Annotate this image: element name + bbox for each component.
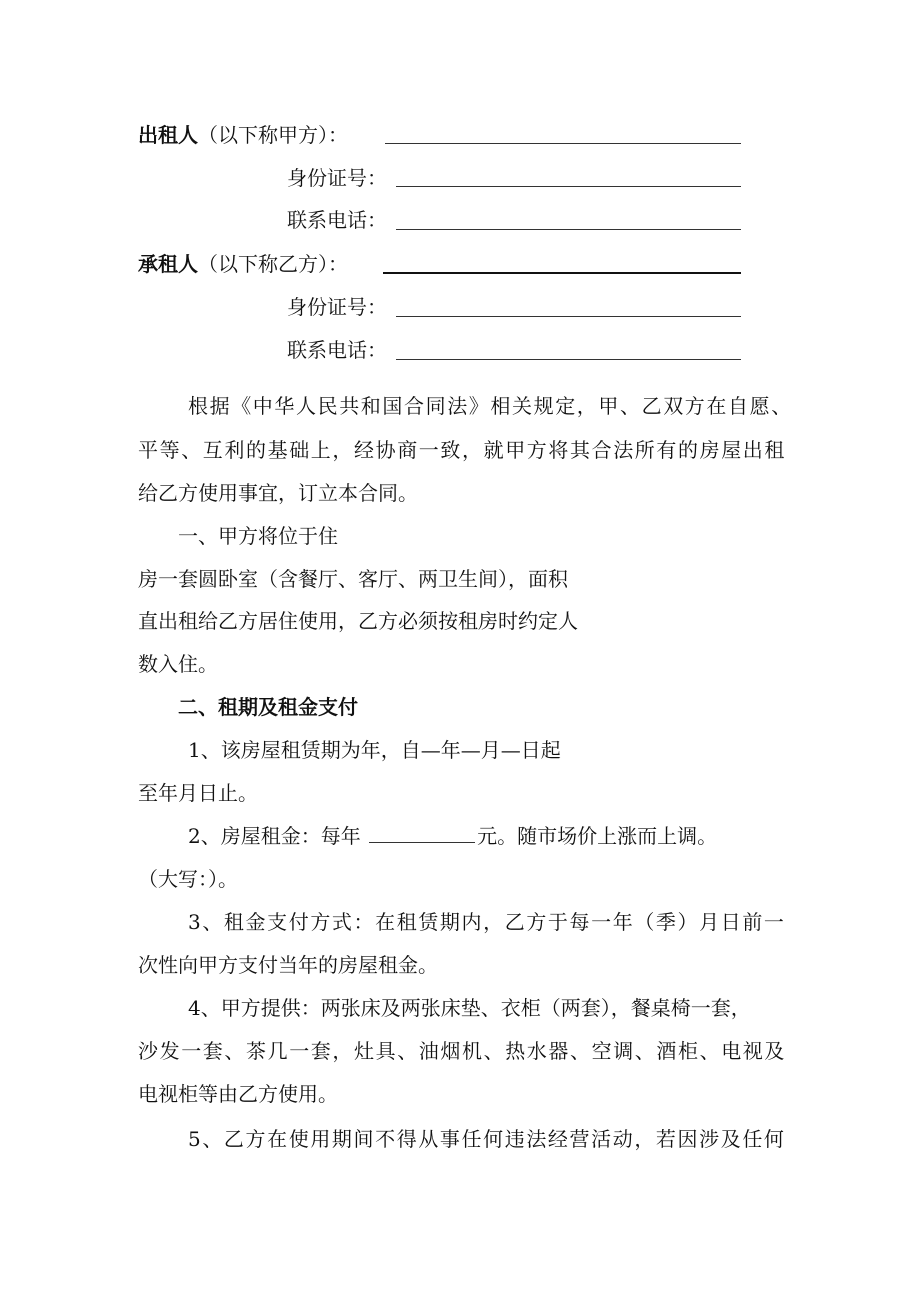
lessor-name-field[interactable] (385, 143, 741, 144)
section2-item2-line1 (188, 824, 717, 848)
lessee-id-label: 身份证号： (287, 295, 387, 319)
section2-item1-line1: 1、该房屋租赁期为年，自—年—月—日起 (188, 738, 561, 762)
lessor-id-field[interactable] (396, 186, 741, 187)
section2-item3-line1: 3、租金支付方式：在租赁期内，乙方于每一年（季）月日前一 (188, 910, 786, 934)
lessee-name-field[interactable] (383, 272, 741, 274)
lessee-phone-label: 联系电话： (287, 338, 387, 362)
section1-line-1: 一、甲方将位于住 (178, 524, 338, 548)
section1-line-2: 房一套圆卧室（含餐厅、客厅、两卫生间），面积 (138, 567, 568, 591)
lessor-phone-field[interactable] (396, 229, 741, 230)
section2-item1-line2: 至年月日止。 (138, 781, 258, 805)
section1-line-3: 直出租给乙方居住使用，乙方必须按租房时约定人 (138, 609, 578, 633)
lessor-phone-label: 联系电话： (287, 208, 387, 232)
preamble-line-2: 平等、互利的基础上，经协商一致，就甲方将其合法所有的房屋出租 (138, 438, 786, 462)
lessor-suffix: （以下称甲方）： (198, 123, 348, 147)
lessee-line (138, 252, 348, 276)
lessee-phone-field[interactable] (396, 359, 741, 360)
lessee-suffix: （以下称乙方）： (198, 252, 348, 276)
section2-item3-line2: 次性向甲方支付当年的房屋租金。 (138, 953, 438, 977)
section1-line-4: 数入住。 (138, 652, 218, 676)
section2-item2-line2: （大写：）。 (138, 867, 238, 891)
lessor-line (138, 123, 348, 147)
section2-item4-line2: 沙发一套、茶几一套，灶具、油烟机、热水器、空调、酒柜、电视及 (138, 1039, 786, 1063)
lessor-id-label: 身份证号： (287, 166, 387, 190)
section2-item5-line1: 5、乙方在使用期间不得从事任何违法经营活动，若因涉及任何 (188, 1127, 786, 1151)
annual-rent-field[interactable] (369, 824, 475, 843)
lessor-label: 出租人 (138, 123, 198, 147)
preamble-line-1: 根据《中华人民共和国合同法》相关规定，甲、乙双方在自愿、 (188, 394, 793, 418)
lessee-id-field[interactable] (396, 316, 741, 317)
preamble-line-3: 给乙方使用事宜，订立本合同。 (138, 481, 418, 505)
lessee-label: 承租人 (138, 252, 198, 276)
rent-prefix: 2、房屋租金：每年 (188, 824, 361, 848)
section2-heading: 二、租期及租金支付 (178, 695, 358, 719)
section2-item4-line1: 4、甲方提供：两张床及两张床垫、衣柜（两套），餐桌椅一套， (188, 996, 751, 1020)
rent-suffix: 元。随市场价上涨而上调。 (477, 824, 718, 848)
section2-item4-line3: 电视柜等由乙方使用。 (138, 1082, 338, 1106)
